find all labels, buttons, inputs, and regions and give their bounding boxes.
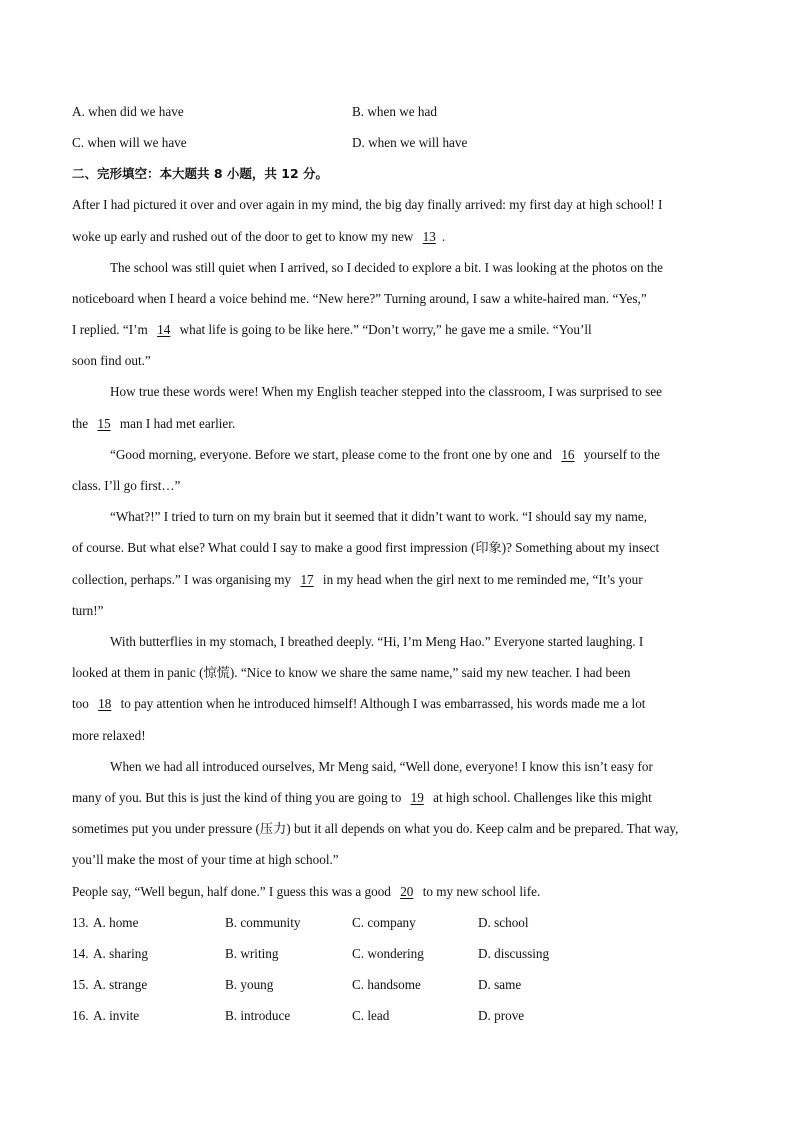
- passage-text: .: [441, 229, 446, 244]
- option-c: C. wondering: [352, 946, 424, 961]
- passage-text: to my new school life.: [419, 884, 541, 899]
- option-c: C. company: [352, 915, 416, 930]
- passage-text: many of you. But this is just the kind of thing you are going to: [72, 790, 405, 805]
- passage-text: yourself to the: [580, 447, 660, 462]
- passage-line: class. I’ll go first…”: [72, 478, 181, 493]
- option-a: A. strange: [93, 977, 148, 992]
- passage-line: [72, 227, 722, 247]
- option-b: B. introduce: [225, 1008, 291, 1023]
- passage-text: People say, “Well begun, half done.” I guess this was a good: [72, 884, 395, 899]
- passage-line: [72, 414, 722, 434]
- option-b: B. community: [225, 915, 301, 930]
- prev-option-b: B. when we had: [352, 104, 437, 119]
- question-number: 14.: [72, 946, 89, 961]
- passage-text: to pay attention when he introduced himself! Although I was embarrassed, his words made me a lot: [117, 696, 646, 711]
- passage-line: of course. But what else? What could I say to make a good first impression (印象)? Something about my insect: [72, 540, 660, 555]
- passage-line: soon find out.”: [72, 353, 151, 368]
- passage-text: at high school. Challenges like this might: [429, 790, 652, 805]
- passage-line: more relaxed!: [72, 728, 146, 743]
- blank-20: 20: [400, 884, 414, 899]
- passage-line: turn!”: [72, 603, 104, 618]
- question-number: 13.: [72, 915, 89, 930]
- passage-text: “Good morning, everyone. Before we start, please come to the front one by one and: [110, 447, 556, 462]
- blank-14: 14: [157, 322, 171, 337]
- passage-line: [72, 882, 722, 902]
- passage-line: [72, 570, 722, 590]
- passage-line: With butterflies in my stomach, I breathed deeply. “Hi, I’m Meng Hao.” Everyone started laughing. I: [110, 634, 644, 649]
- option-c: C. lead: [352, 1008, 390, 1023]
- passage-text: I replied. “I’m: [72, 322, 152, 337]
- passage-text: the: [72, 416, 92, 431]
- passage-text: too: [72, 696, 93, 711]
- prev-option-a: A. when did we have: [72, 104, 184, 119]
- passage-line: The school was still quiet when I arrived, so I decided to explore a bit. I was looking at the photos on the: [110, 260, 664, 275]
- blank-17: 17: [300, 572, 314, 587]
- passage-line: [72, 320, 722, 340]
- blank-19: 19: [410, 790, 424, 805]
- option-b: B. writing: [225, 946, 279, 961]
- passage-text: woke up early and rushed out of the door to get to know my new: [72, 229, 417, 244]
- option-a: A. home: [93, 915, 139, 930]
- passage-text: collection, perhaps.” I was organising my: [72, 572, 295, 587]
- passage-text: in my head when the girl next to me reminded me, “It’s your: [319, 572, 643, 587]
- question-number: 15.: [72, 977, 89, 992]
- prev-option-d: D. when we will have: [352, 135, 468, 150]
- blank-15: 15: [97, 416, 111, 431]
- passage-line: noticeboard when I heard a voice behind me. “New here?” Turning around, I saw a white-haired man. “Yes,”: [72, 291, 647, 306]
- passage-line: After I had pictured it over and over again in my mind, the big day finally arrived: my first day at high school! I: [72, 197, 663, 212]
- passage-line: [72, 788, 722, 808]
- passage-line: “What?!” I tried to turn on my brain but it seemed that it didn’t want to work. “I should say my name,: [110, 509, 648, 524]
- passage-text: what life is going to be like here.” “Don’t worry,” he gave me a smile. “You’ll: [176, 322, 592, 337]
- passage-line: [72, 445, 722, 465]
- question-number: 16.: [72, 1008, 89, 1023]
- passage-line: looked at them in panic (惊慌). “Nice to know we share the same name,” said my new teacher. I had been: [72, 665, 631, 680]
- passage-line: you’ll make the most of your time at high school.”: [72, 852, 339, 867]
- prev-option-c: C. when will we have: [72, 135, 187, 150]
- section-heading: 二、完形填空：本大题共 8 小题，共 12 分。: [72, 166, 329, 181]
- passage-line: sometimes put you under pressure (压力) but it all depends on what you do. Keep calm and be prepared. That way,: [72, 821, 679, 836]
- option-d: D. discussing: [478, 946, 550, 961]
- blank-16: 16: [561, 447, 575, 462]
- option-a: A. sharing: [93, 946, 148, 961]
- option-d: D. same: [478, 977, 522, 992]
- option-d: D. prove: [478, 1008, 525, 1023]
- blank-18: 18: [98, 696, 112, 711]
- blank-13: 13: [422, 229, 436, 244]
- option-a: A. invite: [93, 1008, 140, 1023]
- passage-line: When we had all introduced ourselves, Mr Meng said, “Well done, everyone! I know this isn’t easy for: [110, 759, 653, 774]
- passage-line: [72, 694, 722, 714]
- passage-text: man I had met earlier.: [116, 416, 236, 431]
- option-b: B. young: [225, 977, 274, 992]
- passage-line: How true these words were! When my English teacher stepped into the classroom, I was surprised to see: [110, 384, 663, 399]
- option-d: D. school: [478, 915, 529, 930]
- option-c: C. handsome: [352, 977, 421, 992]
